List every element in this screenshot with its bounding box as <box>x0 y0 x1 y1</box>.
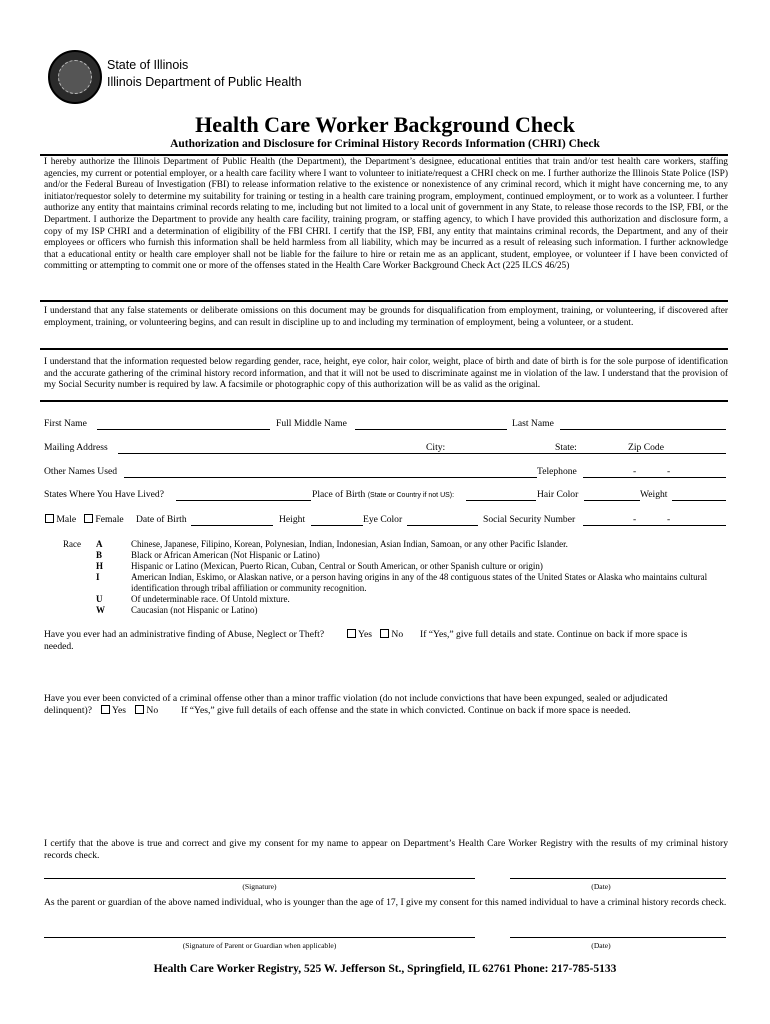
conviction-yes-option: Yes <box>101 705 126 716</box>
race-description: Chinese, Japanese, Filipino, Korean, Polynesian, Indian, Indonesian, Asian Indian, Samoan, or any other Pacific Islander. <box>131 539 568 549</box>
certification-text: I certify that the above is true and correct and give my consent for my name to appear on Department’s Health Care Worker Registry with the results of my criminal history records check. <box>44 838 728 861</box>
race-description: Black or African American (Not Hispanic or Latino) <box>131 550 320 560</box>
form-title: Health Care Worker Background Check <box>195 112 575 137</box>
first-name-field[interactable] <box>97 429 270 430</box>
mailing-address-label: Mailing Address <box>44 442 108 453</box>
mailing-address-field[interactable] <box>118 453 726 454</box>
first-name-label: First Name <box>44 418 87 429</box>
signature-caption: (Signature) <box>242 882 277 891</box>
city-label: City: <box>426 442 446 453</box>
race-description: American Indian, Eskimo, or Alaskan native, or a person having origins in any of the 48 contiguous states of the United States or Alaska who maintains cultural identification through tribal affiliation or community recognition. <box>131 572 708 593</box>
male-option: Male <box>45 514 76 525</box>
telephone-field[interactable] <box>583 477 726 478</box>
other-names-field[interactable] <box>124 477 537 478</box>
conviction-question: Have you ever been convicted of a criminal offense other than a minor traffic violation (do not include convictions that have been expunged, sealed or adjudicated <box>44 693 668 704</box>
illinois-state-seal <box>48 50 102 104</box>
conviction-no-checkbox[interactable] <box>135 705 144 714</box>
weight-label: Weight <box>640 489 668 500</box>
abuse-yes-option: Yes <box>347 629 372 640</box>
divider <box>40 348 728 350</box>
race-code: U <box>96 594 103 604</box>
hair-color-field[interactable] <box>584 500 640 501</box>
false-statements-paragraph: I understand that any false statements or deliberate omissions on this document may be grounds for disqualification from employment, training, or volunteering, if discovered after employment, training, or volunteering begins, and can result in discipline up to and including my termination of employment, being a volunteer, or a student. <box>44 306 728 328</box>
race-description: Hispanic or Latino (Mexican, Puerto Rican, Cuban, Central or South American, or other Spanish culture or origin) <box>131 561 543 571</box>
divider <box>40 400 728 402</box>
guardian-signature-caption: (Signature of Parent or Guardian when applicable) <box>182 941 337 950</box>
last-name-field[interactable] <box>560 429 726 430</box>
race-description: Caucasian (not Hispanic or Latino) <box>131 605 258 615</box>
guardian-consent-text: As the parent or guardian of the above named individual, who is younger than the age of 17, I give my consent for this named individual to have a criminal history records check. <box>44 897 727 908</box>
last-name-label: Last Name <box>512 418 554 429</box>
date-of-birth-field[interactable] <box>191 525 273 526</box>
date-caption: (Date) <box>591 882 611 891</box>
ssn-dash: - <box>667 514 671 525</box>
telephone-dash: - <box>633 466 637 477</box>
ssn-label: Social Security Number <box>483 514 576 525</box>
identification-paragraph: I understand that the information requested below regarding gender, race, height, eye color, hair color, weight, place of birth and date of birth is for the sole purpose of identification and the accurate gathering of the criminal history record information, and that it will not be used to discriminate against me in violation of the law. I understand that the provision of my Social Security number is required by law. A facsimile or photographic copy of this authorization will be as valid as the original. <box>44 357 728 391</box>
female-checkbox[interactable] <box>84 514 93 523</box>
guardian-signature-line[interactable] <box>44 937 475 938</box>
middle-name-field[interactable] <box>355 429 507 430</box>
race-code: W <box>96 605 105 615</box>
registry-footer: Health Care Worker Registry, 525 W. Jefferson St., Springfield, IL 62761 Phone: 217-785-5133 <box>153 963 617 975</box>
conviction-no-option: No <box>135 705 158 716</box>
telephone-label: Telephone <box>537 466 577 477</box>
eye-color-field[interactable] <box>407 525 478 526</box>
abuse-instructions: If “Yes,” give full details and state. Continue on back if more space is <box>420 629 688 640</box>
abuse-no-option: No <box>380 629 403 640</box>
agency-department: Illinois Department of Public Health <box>107 75 302 89</box>
male-checkbox[interactable] <box>45 514 54 523</box>
states-lived-field[interactable] <box>176 500 311 501</box>
abuse-yes-checkbox[interactable] <box>347 629 356 638</box>
ssn-field[interactable] <box>583 525 726 526</box>
height-label: Height <box>279 514 306 525</box>
divider <box>40 300 728 302</box>
state-label: State: <box>555 442 577 453</box>
date-line[interactable] <box>510 878 726 879</box>
ssn-dash: - <box>633 514 637 525</box>
zip-code-label: Zip Code <box>628 442 664 453</box>
female-option: Female <box>84 514 124 525</box>
form-subtitle: Authorization and Disclosure for Criminal History Records Information (CHRI) Check <box>170 138 600 150</box>
middle-name-label: Full Middle Name <box>276 418 347 429</box>
other-names-label: Other Names Used <box>44 466 117 477</box>
race-code: B <box>96 550 103 560</box>
divider <box>40 154 728 156</box>
height-field[interactable] <box>311 525 363 526</box>
guardian-date-caption: (Date) <box>591 941 611 950</box>
authorization-paragraph: I hereby authorize the Illinois Department of Public Health (the Department), the Department’s designee, educational entities that train and/or test health care workers, staffing agencies, my current or potential employer, or a health care facility where I want to volunteer to initiate/request a CHRI check on me. I further authorize the Illinois State Police (ISP) and/or the Federal Bureau of Investigation (FBI) to release information relative to the existence or nonexistence of any criminal record, which it might have concerning me, to any initiator/requestor solely to determine my suitability for training or testing in a health care training program, employment, continued employment, or to work as a volunteer. I further authorize any entity that maintains criminal records relating to me, including but not limited to a local unit of government in any State, to release those records to the ISP, FBI, or the Department. I authorize the Department to provide any health care facility, training program, or staffing agency, to which I have provided this authorization and disclosure form, a copy of my ISP CHRI and a determination of eligibility of the FBI CHRI. I certify that the ISP, FBI, any entity that maintains criminal records, the Department, and any of their employees or officers who furnish this information shall be held harmless from all liability, which may be incurred as a result of releasing such information. I further acknowledge that a educational entity or health care employer shall not be liable for the failure to hire or retain me as an applicant, student, employee, or volunteer if I have been convicted of committing or attempting to commit one or more of the offenses stated in the Health Care Worker Background Check Act (225 ILCS 46/25) <box>44 157 728 272</box>
eye-color-label: Eye Color <box>363 514 403 525</box>
conviction-yes-checkbox[interactable] <box>101 705 110 714</box>
place-of-birth-label: Place of Birth (State or Country if not US): <box>312 489 455 500</box>
place-of-birth-field[interactable] <box>466 500 536 501</box>
conviction-question-cont: delinquent)? <box>44 705 92 716</box>
signature-line[interactable] <box>44 878 475 879</box>
race-code: A <box>96 539 103 549</box>
race-code: I <box>96 572 100 582</box>
states-lived-label: States Where You Have Lived? <box>44 489 164 500</box>
weight-field[interactable] <box>672 500 726 501</box>
date-of-birth-label: Date of Birth <box>136 514 187 525</box>
race-description: Of undeterminable race. Of Untold mixture. <box>131 594 290 604</box>
abuse-no-checkbox[interactable] <box>380 629 389 638</box>
abuse-question: Have you ever had an administrative finding of Abuse, Neglect or Theft? <box>44 629 325 640</box>
agency-state: State of Illinois <box>107 58 189 72</box>
abuse-instructions-cont: needed. <box>44 641 74 652</box>
hair-color-label: Hair Color <box>537 489 579 500</box>
conviction-instructions: If “Yes,” give full details of each offense and the state in which convicted. Continue on back if more space is needed. <box>181 705 631 716</box>
telephone-dash: - <box>667 466 671 477</box>
race-label: Race <box>63 539 81 549</box>
guardian-date-line[interactable] <box>510 937 726 938</box>
race-code: H <box>96 561 104 571</box>
